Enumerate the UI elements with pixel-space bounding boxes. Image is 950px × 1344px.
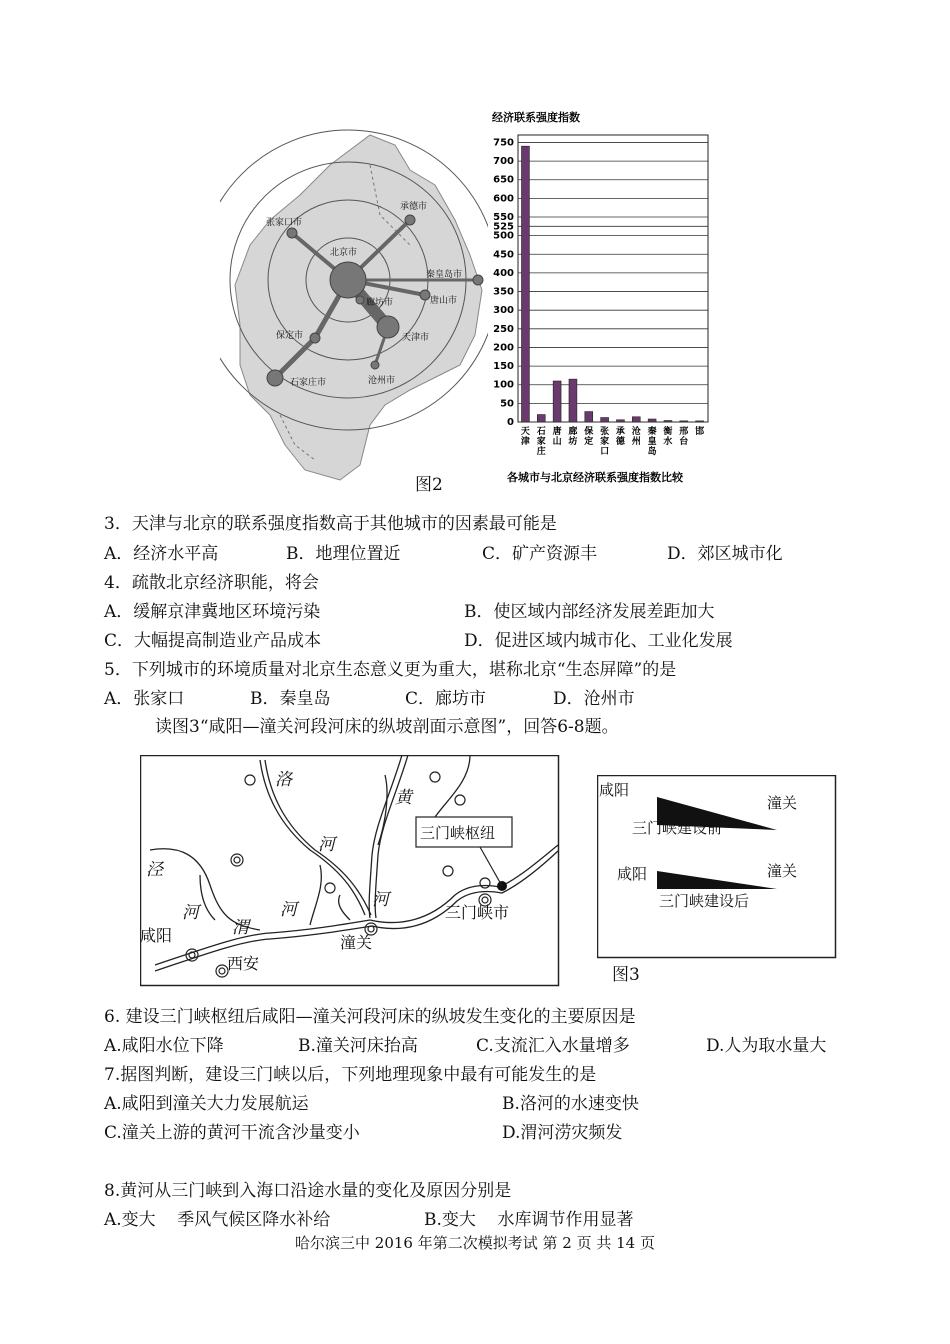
- city-label-sanmenxia: 三门峡市: [445, 903, 510, 922]
- chart-bar-邯郸: [696, 421, 704, 422]
- figure2-bar-chart: [482, 105, 722, 490]
- chart-category-label: 天津: [520, 427, 530, 447]
- chart-ytick-label: 350: [493, 286, 514, 298]
- profile-before-label: 三门峡建设前: [632, 819, 723, 837]
- chart-bar-唐山: [553, 381, 561, 422]
- chart-bar-保定: [585, 412, 593, 422]
- river-label-he: 河: [280, 900, 297, 920]
- profile-tongguan-bottom: 潼关: [767, 862, 798, 880]
- q6-option-b: B.潼关河床抬高: [298, 1036, 418, 1056]
- question-4: 4．疏散北京经济职能，将会: [104, 573, 319, 593]
- chart-ytick-label: 300: [493, 305, 514, 317]
- q3-option-b: B．地理位置近: [286, 544, 401, 564]
- figure3-caption: 图3: [612, 965, 640, 985]
- river-label-he: 河: [318, 835, 335, 855]
- chart-bar-承德: [616, 420, 624, 422]
- figure2-map: [220, 125, 488, 485]
- city-label-xianyang: 咸阳: [140, 926, 173, 945]
- river-label-huang: 黄: [395, 788, 412, 808]
- q7-option-a: A.咸阳到潼关大力发展航运: [104, 1094, 309, 1114]
- q6-option-c: C.支流汇入水量增多: [476, 1036, 630, 1056]
- q4-option-a: A．缓解京津冀地区环境污染: [104, 602, 321, 622]
- chart-category-label: 秦皇岛: [647, 427, 657, 457]
- chart-ytick-label: 150: [493, 361, 514, 373]
- chart-bar-秦皇岛: [648, 419, 656, 422]
- city-label: 保定市: [276, 331, 304, 341]
- question-3: 3．天津与北京的联系强度指数高于其他城市的因素最可能是: [104, 514, 557, 534]
- chart-ytick-label: 700: [493, 156, 514, 168]
- q3-option-c: C．矿产资源丰: [482, 544, 598, 564]
- question-5: 5．下列城市的环境质量对北京生态意义更为重大，堪称北京“生态屏障”的是: [104, 660, 677, 680]
- chart-category-label: 邯: [695, 427, 705, 437]
- chart-bar-石家庄: [537, 415, 545, 422]
- chart-category-label: 承德: [615, 427, 625, 447]
- q6-option-d: D.人为取水量大: [706, 1036, 827, 1056]
- chart-bar-沧州: [632, 417, 640, 422]
- river-label-he: 河: [182, 903, 199, 923]
- chart-ytick-label: 250: [493, 323, 514, 335]
- chart-category-label: 邢台: [679, 427, 689, 447]
- q8-option-b: B.变大 水库调节作用显著: [424, 1210, 634, 1230]
- city-label: 沧州市: [368, 376, 396, 386]
- chart-bar-张家口: [601, 418, 609, 422]
- city-label: 天津市: [402, 333, 430, 343]
- q3-option-a: A．经济水平高: [104, 544, 219, 564]
- chart-bar-邢台: [680, 421, 688, 422]
- chart-title: 经济联系强度指数: [492, 111, 580, 124]
- chart-ytick-label: 500: [493, 230, 514, 242]
- chart-category-label: 衡水: [663, 427, 673, 447]
- chart-category-label: 沧州: [631, 427, 641, 447]
- chart-category-label: 石家庄: [536, 427, 546, 457]
- city-label: 秦皇岛市: [426, 270, 463, 280]
- q4-option-c: C．大幅提高制造业产品成本: [104, 631, 322, 651]
- city-label: 承德市: [400, 202, 428, 212]
- q6-option-a: A.咸阳水位下降: [104, 1036, 224, 1056]
- river-label-he: 河: [372, 890, 389, 910]
- figure2-caption: 图2: [415, 475, 443, 495]
- city-label: 张家口市: [266, 218, 303, 228]
- chart-xlabel: 各城市与北京经济联系强度指数比较: [507, 471, 683, 484]
- river-label-jing: 泾: [146, 860, 163, 880]
- chart-category-label: 唐山: [552, 427, 562, 447]
- city-label: 石家庄市: [290, 378, 327, 388]
- profile-tongguan-top: 潼关: [767, 794, 798, 812]
- q5-option-b: B．秦皇岛: [250, 689, 331, 709]
- chart-bar-天津: [521, 146, 529, 422]
- question-8: 8.黄河从三门峡到入海口沿途水量的变化及原因分别是: [104, 1181, 512, 1201]
- river-label-luo: 洛: [275, 770, 292, 790]
- profile-after-label: 三门峡建设后: [659, 892, 750, 910]
- q7-option-d: D.渭河涝灾频发: [502, 1123, 623, 1143]
- q4-option-d: D．促进区域内城市化、工业化发展: [464, 631, 733, 651]
- chart-bar-廊坊: [569, 379, 577, 422]
- q7-option-b: B.洛河的水速变快: [502, 1094, 639, 1114]
- chart-ytick-label: 450: [493, 249, 514, 261]
- q5-option-c: C．廊坊市: [405, 689, 487, 709]
- q7-option-c: C.潼关上游的黄河干流含沙量变小: [104, 1123, 360, 1143]
- chart-category-label: 张家口: [600, 427, 610, 457]
- chart-bar-衡水: [664, 421, 672, 422]
- chart-ytick-label: 600: [493, 193, 514, 205]
- q5-option-d: D．沧州市: [553, 689, 635, 709]
- q5-option-a: A．张家口: [104, 689, 185, 709]
- page-footer: 哈尔滨三中 2016 年第二次模拟考试 第 2 页 共 14 页: [295, 1234, 655, 1252]
- river-label-wei: 渭: [232, 918, 249, 938]
- chart-category-label: 保定: [584, 427, 594, 447]
- figure3-river-map: [140, 755, 560, 987]
- intro-text: 读图3“咸阳—潼关河段河床的纵坡剖面示意图”，回答6-8题。: [155, 717, 619, 737]
- city-label: 唐山市: [430, 296, 458, 306]
- profile-xianyang-top: 咸阳: [599, 781, 630, 799]
- hub-label: 三门峡枢纽: [420, 824, 496, 842]
- q3-option-d: D．郊区城市化: [667, 544, 783, 564]
- profile-xianyang-bottom: 咸阳: [617, 865, 648, 883]
- chart-ytick-label: 0: [507, 417, 514, 428]
- chart-ytick-label: 200: [493, 342, 514, 354]
- question-7: 7.据图判断，建设三门峡以后，下列地理现象中最有可能发生的是: [104, 1065, 597, 1085]
- chart-ytick-label: 525: [493, 221, 514, 233]
- chart-ytick-label: 400: [493, 267, 514, 279]
- question-6: 6. 建设三门峡枢纽后咸阳—潼关河段河床的纵坡发生变化的主要原因是: [104, 1007, 636, 1027]
- chart-ytick-label: 650: [493, 174, 514, 186]
- city-label-tongguan: 潼关: [340, 933, 373, 952]
- chart-ytick-label: 100: [493, 379, 514, 391]
- figure3-profile: [597, 775, 837, 959]
- chart-ytick-label: 750: [493, 137, 514, 149]
- chart-frame: [518, 135, 708, 422]
- city-label: 廊坊市: [366, 298, 394, 308]
- q4-option-b: B．使区域内部经济发展差距加大: [464, 602, 715, 622]
- chart-ytick-label: 550: [493, 212, 514, 223]
- city-label: 北京市: [330, 248, 358, 258]
- q8-option-a: A.变大 季风气候区降水补给: [104, 1210, 331, 1230]
- chart-ytick-label: 50: [500, 398, 514, 410]
- chart-category-label: 廊坊: [568, 427, 578, 447]
- city-label-xian: 西安: [227, 954, 260, 973]
